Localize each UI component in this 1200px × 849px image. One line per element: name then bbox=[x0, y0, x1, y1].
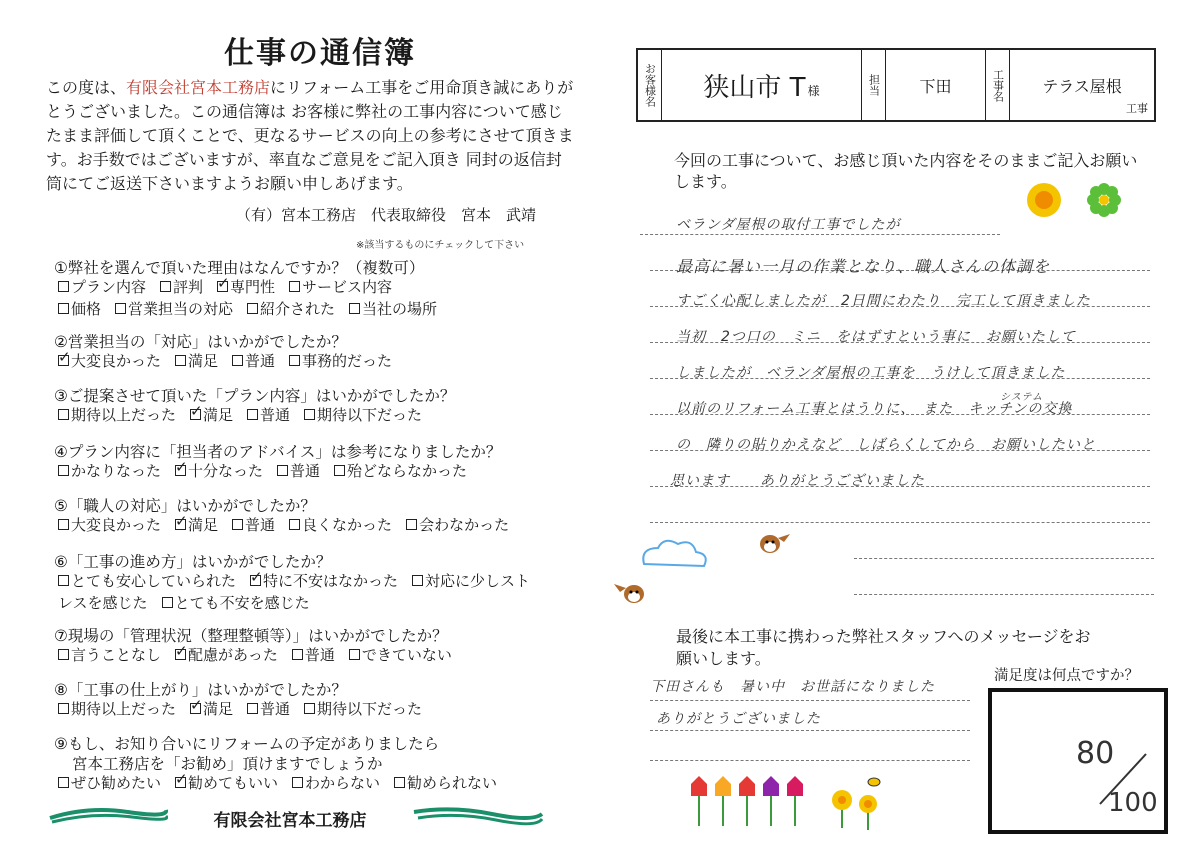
option-checkbox[interactable] bbox=[175, 352, 218, 370]
customer-suffix: 様 bbox=[807, 83, 820, 98]
option-checkbox[interactable] bbox=[190, 406, 233, 424]
option-label: 営業担当の対応 bbox=[128, 300, 234, 318]
option-checkbox[interactable] bbox=[349, 646, 452, 664]
option-label: 殆どならなかった bbox=[347, 462, 468, 480]
option-label: 紹介された bbox=[260, 300, 336, 318]
option-row bbox=[58, 276, 406, 297]
message-prompt: 最後に本工事に携わった弊社スタッフへのメッセージをお願いします。 bbox=[676, 627, 1091, 668]
ruled-line bbox=[854, 558, 1154, 559]
option-row bbox=[58, 404, 436, 425]
option-checkbox[interactable] bbox=[115, 300, 233, 318]
empty-box-icon[interactable] bbox=[247, 409, 258, 420]
option-label: 普通 bbox=[260, 406, 291, 424]
empty-box-icon[interactable] bbox=[58, 303, 69, 314]
option-row bbox=[58, 698, 436, 719]
empty-box-icon[interactable] bbox=[394, 777, 405, 788]
staff-label: 担当 bbox=[862, 50, 886, 120]
empty-box-icon[interactable] bbox=[247, 303, 258, 314]
question-subtitle: 宮本工務店を「お勧め」頂けますでしょうか bbox=[72, 755, 383, 773]
question-title: ②営業担当の「対応」はいかがでしたか？ bbox=[54, 333, 347, 351]
option-label: 言うことなし bbox=[71, 646, 162, 664]
option-checkbox[interactable] bbox=[58, 516, 161, 534]
empty-box-icon[interactable] bbox=[406, 519, 417, 530]
checked-box-icon[interactable] bbox=[175, 777, 186, 788]
option-label: 期待以下だった bbox=[317, 406, 423, 424]
option-label: 配慮があった bbox=[188, 646, 278, 664]
handwritten-comment-line: しましたが ベランダ屋根の工事を うけして頂きました bbox=[676, 365, 1066, 381]
staff-name: 下田 bbox=[886, 50, 986, 120]
satisfaction-label: 満足度は何点ですか？ bbox=[994, 668, 1139, 684]
comment-prompt: 今回の工事について、お感じ頂いた内容をそのままご記入お願いします。 bbox=[674, 151, 1138, 191]
option-label: とても不安を感じた bbox=[174, 594, 310, 612]
checked-box-icon[interactable] bbox=[217, 281, 228, 292]
customer-label: お客様名 bbox=[638, 50, 662, 120]
option-checkbox[interactable] bbox=[175, 516, 218, 534]
empty-box-icon[interactable] bbox=[277, 465, 288, 476]
empty-box-icon[interactable] bbox=[247, 703, 258, 714]
option-checkbox[interactable] bbox=[217, 278, 275, 296]
check-note: ※該当するものにチェックして下さい bbox=[356, 240, 525, 251]
question-title: ⑧「工事の仕上がり」はいかがでしたか？ bbox=[54, 681, 347, 699]
customer-name: 狭山市 T bbox=[703, 72, 806, 103]
option-label: 満足 bbox=[203, 700, 234, 718]
ruled-line bbox=[650, 760, 970, 761]
ruled-line bbox=[650, 700, 970, 701]
empty-box-icon[interactable] bbox=[58, 649, 69, 660]
option-label: 専門性 bbox=[230, 278, 276, 296]
document-title: 仕事の通信簿 bbox=[224, 36, 416, 71]
option-checkbox[interactable] bbox=[175, 462, 263, 480]
ruled-line bbox=[640, 234, 1000, 235]
option-checkbox[interactable] bbox=[289, 278, 392, 296]
option-label: 普通 bbox=[245, 352, 276, 370]
empty-box-icon[interactable] bbox=[58, 281, 69, 292]
ruled-line bbox=[650, 730, 970, 731]
empty-box-icon[interactable] bbox=[58, 409, 69, 420]
checked-box-icon[interactable] bbox=[190, 409, 201, 420]
option-label: 満足 bbox=[188, 352, 219, 370]
option-checkbox[interactable] bbox=[162, 594, 310, 612]
score-value: 80 bbox=[1076, 736, 1115, 771]
option-label: サービス内容 bbox=[302, 278, 393, 296]
header-table bbox=[636, 48, 1156, 122]
option-label: ぜひ勧めたい bbox=[71, 774, 162, 792]
empty-box-icon[interactable] bbox=[289, 355, 300, 366]
checked-box-icon[interactable] bbox=[175, 465, 186, 476]
option-label: 価格 bbox=[71, 300, 102, 318]
checked-box-icon[interactable] bbox=[175, 649, 186, 660]
option-checkbox[interactable] bbox=[250, 572, 398, 590]
option-row bbox=[58, 460, 481, 481]
option-checkbox[interactable] bbox=[58, 700, 176, 718]
question-title: ⑥「工事の進め方」はいかがでしたか？ bbox=[54, 553, 332, 571]
option-label: 評判 bbox=[173, 278, 204, 296]
project-label: 工事名 bbox=[986, 50, 1010, 120]
empty-box-icon[interactable] bbox=[162, 597, 173, 608]
handwritten-comment-line: 当初 2つ口の ミニ をはずすという事に お願いたして bbox=[676, 329, 1076, 345]
option-label: 対応に少しスト bbox=[425, 572, 531, 590]
flower-decoration-icon bbox=[1018, 178, 1128, 222]
option-label: 期待以上だった bbox=[71, 406, 177, 424]
empty-box-icon[interactable] bbox=[349, 649, 360, 660]
option-checkbox[interactable] bbox=[232, 352, 275, 370]
empty-box-icon[interactable] bbox=[304, 409, 315, 420]
empty-box-icon[interactable] bbox=[175, 355, 186, 366]
option-checkbox[interactable] bbox=[406, 516, 509, 534]
option-label: 満足 bbox=[188, 516, 219, 534]
handwritten-comment-line: すごく心配しましたが 2日間にわたり 完工して頂きました bbox=[676, 293, 1091, 309]
option-label: 良くなかった bbox=[302, 516, 393, 534]
option-label: 普通 bbox=[260, 700, 291, 718]
empty-box-icon[interactable] bbox=[58, 465, 69, 476]
handwritten-annotation: システム bbox=[1000, 392, 1043, 403]
option-label: 大変良かった bbox=[71, 352, 162, 370]
handwritten-comment-line: の 隣りの貼りかえなど しばらくしてから お願いしたいと bbox=[676, 437, 1096, 453]
option-label: 十分なった bbox=[188, 462, 264, 480]
question-title: ⑨もし、お知り合いにリフォームの予定がありましたら bbox=[54, 735, 440, 753]
option-checkbox[interactable] bbox=[58, 572, 236, 590]
empty-box-icon[interactable] bbox=[58, 777, 69, 788]
intro-text bbox=[46, 76, 576, 196]
option-label: とても安心していられた bbox=[71, 572, 237, 590]
option-label: 勧めてもいい bbox=[188, 774, 279, 792]
option-checkbox[interactable] bbox=[394, 774, 497, 792]
checked-box-icon[interactable] bbox=[250, 575, 261, 586]
empty-box-icon[interactable] bbox=[334, 465, 345, 476]
option-label: 期待以下だった bbox=[317, 700, 423, 718]
option-label: わからない bbox=[305, 774, 381, 792]
handwritten-comment-line: 最高に暑い一月の作業となり、職人さんの体調を bbox=[676, 257, 1051, 276]
option-label: 特に不安はなかった bbox=[263, 572, 399, 590]
option-checkbox[interactable] bbox=[190, 700, 233, 718]
option-checkbox[interactable] bbox=[349, 300, 437, 318]
handwritten-message-line: 下田さんも 暑い中 お世話になりました bbox=[650, 679, 935, 695]
project-suffix: 工事 bbox=[1126, 102, 1148, 115]
option-checkbox[interactable] bbox=[58, 352, 161, 370]
customer-name-cell bbox=[662, 50, 862, 120]
handwritten-comment-line: 思います ありがとうございました bbox=[670, 473, 925, 489]
option-checkbox[interactable] bbox=[304, 700, 422, 718]
option-checkbox[interactable] bbox=[175, 774, 278, 792]
empty-box-icon[interactable] bbox=[412, 575, 423, 586]
option-row bbox=[58, 772, 511, 793]
option-checkbox[interactable] bbox=[232, 516, 275, 534]
empty-box-icon[interactable] bbox=[58, 519, 69, 530]
option-label: 普通 bbox=[290, 462, 321, 480]
empty-box-icon[interactable] bbox=[58, 703, 69, 714]
option-checkbox[interactable] bbox=[175, 646, 278, 664]
option-row bbox=[58, 514, 523, 535]
project-name: テラス屋根 bbox=[1042, 76, 1122, 96]
ruled-line bbox=[854, 594, 1154, 595]
option-row bbox=[58, 298, 451, 319]
question-title: ①弊社を選んで頂いた理由はなんですか？（複数可） bbox=[54, 259, 425, 277]
option-label: 会わなかった bbox=[419, 516, 510, 534]
empty-box-icon[interactable] bbox=[160, 281, 171, 292]
option-checkbox[interactable] bbox=[289, 352, 392, 370]
project-name-cell bbox=[1010, 50, 1154, 120]
question-title: ④プラン内容に「担当者のアドバイス」は参考になりましたか？ bbox=[54, 443, 502, 461]
option-label: かなりなった bbox=[71, 462, 162, 480]
option-checkbox[interactable] bbox=[58, 278, 146, 296]
empty-box-icon[interactable] bbox=[232, 355, 243, 366]
empty-box-icon[interactable] bbox=[232, 519, 243, 530]
empty-box-icon[interactable] bbox=[289, 281, 300, 292]
option-checkbox[interactable] bbox=[334, 462, 467, 480]
empty-box-icon[interactable] bbox=[289, 519, 300, 530]
option-checkbox[interactable] bbox=[247, 300, 335, 318]
question-title: ③ご提案させて頂いた「プラン内容」はいかがでしたか？ bbox=[54, 387, 456, 405]
checked-box-icon[interactable] bbox=[190, 703, 201, 714]
option-checkbox[interactable] bbox=[247, 700, 290, 718]
question-title: ⑦現場の「管理状況（整理整頓等）」はいかがでしたか？ bbox=[54, 627, 448, 645]
option-label: プラン内容 bbox=[71, 278, 147, 296]
option-checkbox[interactable] bbox=[160, 278, 203, 296]
handwritten-message-line: ありがとうございました bbox=[656, 711, 821, 727]
checked-box-icon[interactable] bbox=[58, 355, 69, 366]
score-max: 100 bbox=[1108, 788, 1158, 818]
option-checkbox[interactable] bbox=[292, 646, 335, 664]
empty-box-icon[interactable] bbox=[292, 777, 303, 788]
option-label: 勧められない bbox=[407, 774, 498, 792]
empty-box-icon[interactable] bbox=[349, 303, 360, 314]
empty-box-icon[interactable] bbox=[304, 703, 315, 714]
option-label: 満足 bbox=[203, 406, 234, 424]
decorative-swoosh-right bbox=[412, 804, 544, 826]
option-row bbox=[58, 592, 324, 613]
option-checkbox[interactable] bbox=[247, 406, 290, 424]
footer-company: 有限会社宮本工務店 bbox=[213, 811, 367, 831]
intro-company: 有限会社宮本工務店 bbox=[126, 78, 271, 97]
intro-prefix: この度は、 bbox=[46, 78, 127, 97]
option-label: 普通 bbox=[245, 516, 276, 534]
option-checkbox[interactable] bbox=[277, 462, 320, 480]
handwritten-comment-line: 以前のリフォーム工事とはうりに、 また キッチンの交換 bbox=[676, 401, 1073, 417]
checked-box-icon[interactable] bbox=[175, 519, 186, 530]
intro-body: にリフォーム工事をご用命頂き誠にありがとうございました。この通信簿は お客様に弊社の工事内容について感じたまま評価して頂くことで、更なるサービスの向上の参考にさせて頂きます。お手数ではございますが、率直なご意見をご記入頂き 同封の返信封筒にてご返送下さいますようお願い申しあげます。 bbox=[46, 78, 574, 193]
option-checkbox[interactable] bbox=[58, 300, 101, 318]
option-label: できていない bbox=[361, 646, 452, 664]
option-label: 普通 bbox=[304, 646, 335, 664]
option-checkbox[interactable] bbox=[412, 572, 530, 590]
option-label: 期待以上だった bbox=[71, 700, 177, 718]
ruled-line bbox=[650, 522, 1150, 523]
question-title: ⑤「職人の対応」はいかがでしたか？ bbox=[54, 497, 316, 515]
option-row bbox=[58, 350, 406, 371]
option-checkbox[interactable] bbox=[304, 406, 422, 424]
empty-box-icon[interactable] bbox=[292, 649, 303, 660]
option-label: 当社の場所 bbox=[362, 300, 438, 318]
empty-box-icon[interactable] bbox=[115, 303, 126, 314]
option-checkbox[interactable] bbox=[58, 646, 161, 664]
option-checkbox[interactable] bbox=[289, 516, 392, 534]
option-row bbox=[58, 644, 466, 665]
option-checkbox[interactable] bbox=[292, 774, 380, 792]
empty-box-icon[interactable] bbox=[58, 575, 69, 586]
option-row bbox=[58, 570, 544, 591]
option-continuation: レスを感じた bbox=[58, 594, 148, 612]
satisfaction-box bbox=[988, 688, 1168, 834]
option-checkbox[interactable] bbox=[58, 462, 161, 480]
signature: （有）宮本工務店 代表取締役 宮本 武靖 bbox=[236, 206, 537, 224]
tulip-decoration-icon bbox=[684, 774, 890, 830]
option-checkbox[interactable] bbox=[58, 774, 161, 792]
option-label: 事務的だった bbox=[302, 352, 393, 370]
cloud-bird-decoration-icon bbox=[606, 524, 816, 616]
option-label: 大変良かった bbox=[71, 516, 162, 534]
option-checkbox[interactable] bbox=[58, 406, 176, 424]
handwritten-comment-line: ベランダ屋根の取付工事でしたが bbox=[676, 217, 901, 233]
